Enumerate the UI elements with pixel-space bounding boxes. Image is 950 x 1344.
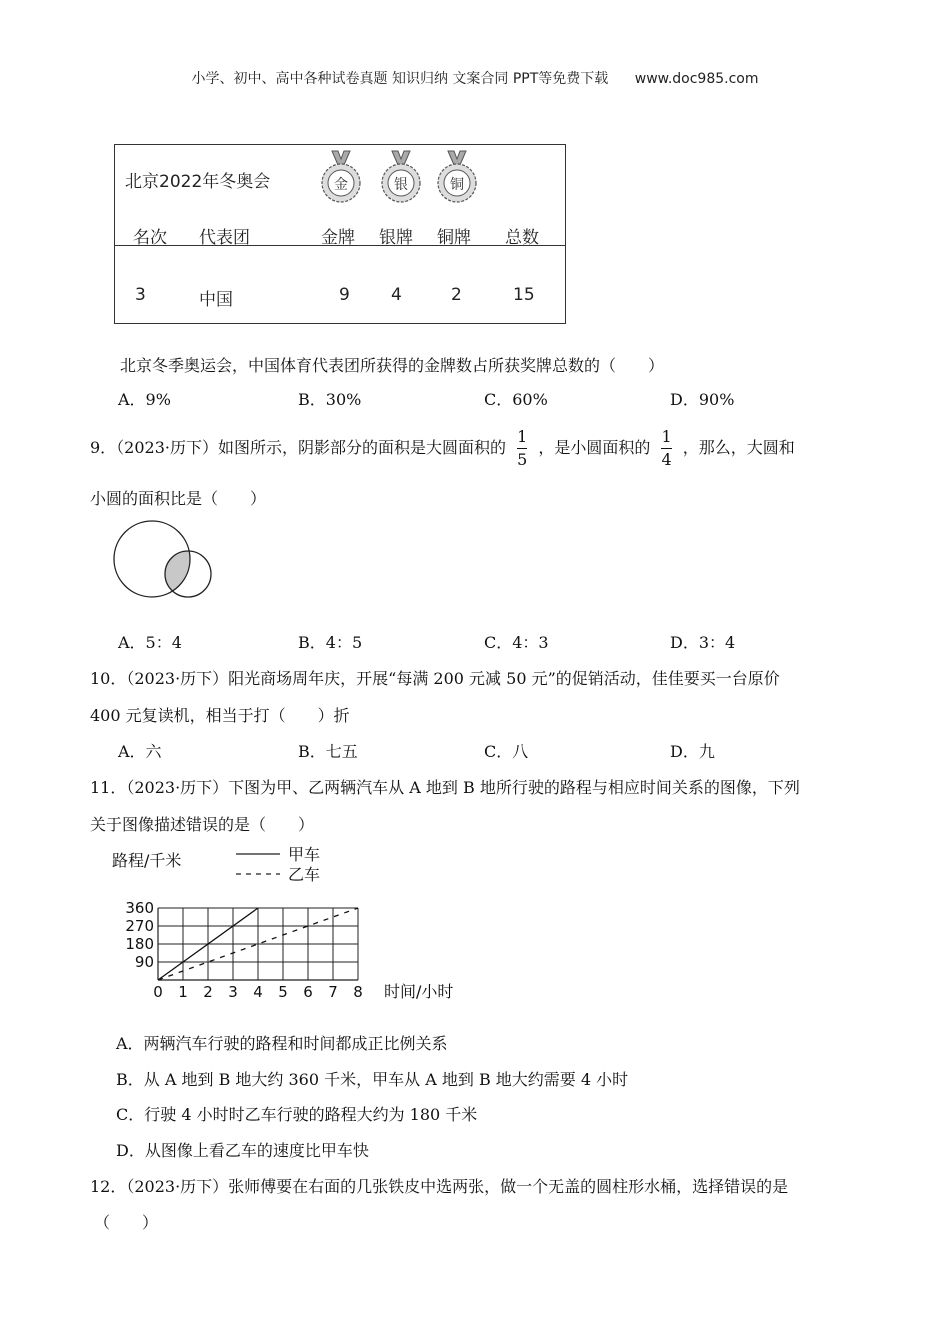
q10-option-a[interactable]: A．六 (118, 742, 162, 761)
x-tick-label: 6 (303, 983, 313, 1001)
header-rank: 名次 (133, 228, 167, 248)
q11-option-c[interactable]: C．行驶 4 小时时乙车行驶的路程大约为 180 千米 (116, 1105, 478, 1124)
q9-option-a[interactable]: A．5：4 (118, 633, 182, 652)
header-delegation: 代表团 (199, 228, 250, 248)
page-header (0, 68, 950, 88)
x-tick-label: 1 (178, 983, 188, 1001)
q9-option-b[interactable]: B．4：5 (298, 633, 363, 652)
header-silver: 银牌 (379, 228, 413, 248)
x-tick-label: 2 (203, 983, 213, 1001)
q11-stem-line2: 关于图像描述错误的是（ ） (90, 815, 315, 834)
medal-label: 银 (394, 177, 408, 193)
header-text: 小学、初中、高中各种试卷真题 知识归纳 文案合同 PPT等免费下载 (191, 71, 609, 87)
q9-stem-a: 9．（2023·历下）如图所示，阴影部分的面积是大圆面积的 (90, 438, 506, 457)
header-bronze: 铜牌 (437, 228, 471, 248)
legend-label-2: 乙车 (288, 865, 321, 884)
q9-stem-b: ，是小圆面积的 (538, 438, 651, 457)
q10-stem-line1: 10．（2023·历下）阳光商场周年庆，开展“每满 200 元减 50 元”的促销活动，佳佳要买一台原价 (90, 669, 780, 688)
q9-stem-c: ，那么，大圆和 (682, 438, 795, 457)
y-axis-label: 路程/千米 (112, 851, 182, 870)
frac1-den: 5 (517, 450, 528, 469)
cell-bronze: 2 (451, 285, 462, 305)
cell-rank: 3 (135, 285, 146, 305)
q8-option-b[interactable]: B．30% (298, 390, 362, 409)
frac2-num: 1 (661, 427, 672, 446)
table-divider (115, 245, 565, 246)
y-tick-label: 90 (134, 953, 154, 971)
y-tick-label: 270 (125, 917, 154, 935)
q11-option-a[interactable]: A．两辆汽车行驶的路程和时间都成正比例关系 (116, 1034, 448, 1053)
medal-table-title: 北京2022年冬奥会 (125, 172, 271, 192)
silver-medal-icon (382, 151, 420, 202)
x-tick-label: 8 (353, 983, 363, 1001)
x-tick-label: 0 (153, 983, 163, 1001)
gold-medal-icon (322, 151, 360, 202)
medal-label: 铜 (450, 177, 464, 193)
frac2-den: 4 (661, 450, 672, 469)
frac1-num: 1 (517, 427, 528, 446)
cell-delegation: 中国 (199, 290, 233, 310)
q12-stem-line2: （ ） (94, 1213, 159, 1232)
q8-option-c[interactable]: C．60% (484, 390, 548, 409)
medal-table (114, 144, 566, 324)
medal-label: 金 (334, 177, 348, 193)
medal-icons (311, 151, 491, 211)
cell-total: 15 (513, 285, 535, 305)
q8-stem: 北京冬季奥运会，中国体育代表团所获得的金牌数占所获奖牌总数的（ ） (120, 356, 665, 375)
q8-option-d[interactable]: D．90% (670, 390, 735, 409)
q12-stem-line1: 12．（2023·历下）张师傅要在右面的几张铁皮中选两张，做一个无盖的圆柱形水桶，选择错误的是 (90, 1177, 789, 1196)
q9-stem (90, 428, 795, 469)
q9-fraction-one-fifth (517, 428, 527, 469)
q10-stem-line2: 400 元复读机，相当于打（ ）折 (90, 706, 350, 725)
circles-figure (108, 518, 218, 602)
header-url[interactable]: www.doc985.com (634, 71, 759, 87)
x-axis-label: 时间/小时 (384, 982, 454, 1001)
cell-silver: 4 (391, 285, 402, 305)
q11-option-b[interactable]: B．从 A 地到 B 地大约 360 千米，甲车从 A 地到 B 地大约需要 4 小时 (116, 1070, 629, 1089)
q10-option-d[interactable]: D．九 (670, 742, 715, 761)
q8-option-a[interactable]: A．9% (118, 390, 171, 409)
q10-option-b[interactable]: B．七五 (298, 742, 358, 761)
distance-time-chart (110, 842, 454, 1012)
header-gold: 金牌 (321, 228, 355, 248)
cell-gold: 9 (339, 285, 350, 305)
legend-label-1: 甲车 (288, 845, 321, 864)
q11-stem-line1: 11．（2023·历下）下图为甲、乙两辆汽车从 A 地到 B 地所行驶的路程与相应时间关系的图像，下列 (90, 778, 800, 797)
q9-stem-line2: 小圆的面积比是（ ） (90, 489, 267, 508)
q10-option-c[interactable]: C．八 (484, 742, 529, 761)
x-tick-label: 5 (278, 983, 288, 1001)
q11-option-d[interactable]: D．从图像上看乙车的速度比甲车快 (116, 1141, 369, 1160)
x-tick-label: 7 (328, 983, 338, 1001)
y-tick-label: 360 (125, 899, 154, 917)
bronze-medal-icon (438, 151, 476, 202)
x-tick-label: 4 (253, 983, 263, 1001)
header-total: 总数 (505, 228, 539, 248)
q9-option-d[interactable]: D．3：4 (670, 633, 736, 652)
x-tick-label: 3 (228, 983, 238, 1001)
q9-fraction-one-quarter (661, 428, 671, 469)
q9-option-c[interactable]: C．4：3 (484, 633, 549, 652)
y-tick-label: 180 (125, 935, 154, 953)
